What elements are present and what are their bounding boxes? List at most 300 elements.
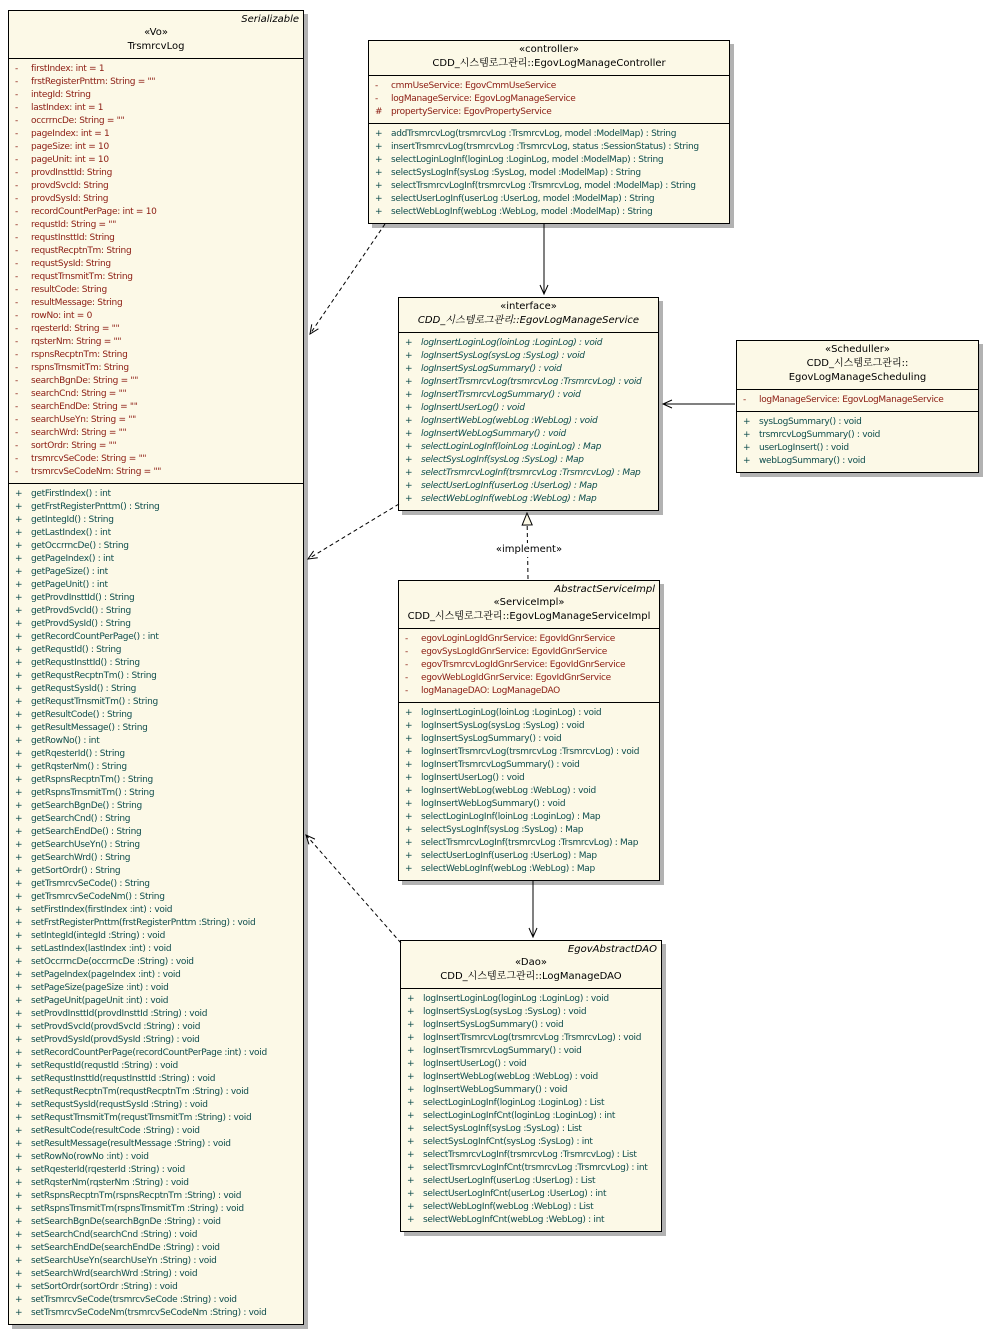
method-row [9,1099,303,1112]
member-text: logInsertTrsmrcvLogSummary() : void [421,760,580,770]
method-row [9,553,303,566]
controller-methods [369,123,729,223]
member-text: selectUserLogInf(userLog :UserLog) : Map [421,481,598,491]
method-row [399,428,658,441]
visibility-symbol: - [15,168,18,178]
class-header [399,298,658,332]
method-row [9,1021,303,1034]
visibility-symbol: + [15,788,23,798]
member-text: provdSysId: String [31,194,109,204]
method-row [9,1281,303,1294]
member-text: selectWebLogInf(webLog :WebLog) : List [423,1202,594,1212]
method-row [9,657,303,670]
member-text: getResultCode() : String [31,710,133,720]
method-row [401,1058,661,1071]
visibility-symbol: + [15,1009,23,1019]
member-text: setSearchCnd(searchCnd :String) : void [31,1230,198,1240]
member-text: getRqsterNm() : String [31,762,127,772]
member-text: setRecordCountPerPage(recordCountPerPage :int) : void [31,1048,267,1058]
method-row [9,1268,303,1281]
visibility-symbol: - [15,363,18,373]
method-row [9,514,303,527]
member-text: selectWebLogInf(webLog :WebLog) : Map [421,864,595,874]
attribute-row [9,297,303,310]
visibility-symbol: + [15,1308,23,1318]
visibility-symbol: + [405,760,413,770]
visibility-symbol: + [15,1035,23,1045]
visibility-symbol: + [15,944,23,954]
member-text: getSortOrdr() : String [31,866,121,876]
visibility-symbol: + [15,879,23,889]
method-row [9,1151,303,1164]
member-text: getRspnsTrnsmitTm() : String [31,788,155,798]
visibility-symbol: + [375,155,383,165]
attribute-row [9,154,303,167]
method-row [9,1086,303,1099]
visibility-symbol: + [405,721,413,731]
member-text: logInsertWebLogSummary() : void [423,1085,568,1095]
member-text: selectLoginLogInfCnt(loginLog :LoginLog) : int [423,1111,616,1121]
attribute-row [9,193,303,206]
method-row [9,566,303,579]
member-text: selectWebLogInf(webLog :WebLog) : Map [421,494,597,504]
trsmrcvlog-attributes [9,58,303,483]
member-text: logInsertLoginLog(loinLog :LoginLog) : void [421,708,602,718]
visibility-symbol: + [15,827,23,837]
member-text: setFirstIndex(firstIndex :int) : void [31,905,173,915]
dao-methods [401,988,661,1231]
member-text: egovSysLogIdGnrService: EgovIdGnrService [421,647,608,657]
member-text: pageUnit: int = 10 [31,155,109,165]
member-text: searchEndDe: String = "" [31,402,138,412]
method-row [9,982,303,995]
member-text: getOccrrncDe() : String [31,541,129,551]
member-text: sysLogSummary() : void [759,417,862,427]
method-row [9,488,303,501]
serviceimpl-attributes [399,628,659,702]
class-egovlogmanageservice-interface[interactable] [398,297,659,511]
method-row [9,1008,303,1021]
member-text: getRqesterId() : String [31,749,125,759]
method-row [9,1177,303,1190]
visibility-symbol: - [15,454,18,464]
member-text: logInsertWebLog(webLog :WebLog) : void [423,1072,598,1082]
method-row [737,455,978,468]
visibility-symbol: + [405,455,413,465]
method-row [9,696,303,709]
visibility-symbol: + [375,129,383,139]
class-header [737,341,978,389]
class-stereotype: «controller» [519,44,579,55]
visibility-symbol: + [15,1204,23,1214]
visibility-symbol: + [405,468,413,478]
attribute-row [369,80,729,93]
visibility-symbol: + [15,1295,23,1305]
method-row [9,917,303,930]
scheduler-methods [737,411,978,472]
member-text: logInsertSysLog(sysLog :SysLog) : void [421,721,585,731]
method-row [9,709,303,722]
member-text: selectWebLogInf(webLog :WebLog, model :ModelMap) : String [391,207,653,217]
visibility-symbol: + [15,632,23,642]
visibility-symbol: + [407,1202,415,1212]
method-row [399,337,658,350]
member-text: getSearchBgnDe() : String [31,801,142,811]
visibility-symbol: + [15,1061,23,1071]
member-text: getPageUnit() : int [31,580,108,590]
member-text: selectTrsmrcvLogInf(trsmrcvLog :TrsmrcvLog) : Map [421,468,641,478]
method-row [399,402,658,415]
visibility-symbol: + [15,892,23,902]
member-text: logInsertWebLog(webLog :WebLog) : void [421,786,596,796]
member-text: requstSysId: String [31,259,111,269]
visibility-symbol: + [15,1243,23,1253]
attribute-row [9,141,303,154]
method-row [9,969,303,982]
serviceimpl-methods [399,702,659,880]
member-text: requstInsttId: String [31,233,115,243]
method-row [9,1255,303,1268]
method-row [9,930,303,943]
attribute-row [9,427,303,440]
member-text: setRequstTrnsmitTm(requstTrnsmitTm :String) : void [31,1113,252,1123]
attribute-row [9,284,303,297]
member-text: selectLoginLogInf(loginLog :LoginLog, model :ModelMap) : String [391,155,664,165]
attribute-row [9,180,303,193]
visibility-symbol: + [405,442,413,452]
member-text: setProvdInsttId(provdInsttId :String) : void [31,1009,208,1019]
method-row [9,943,303,956]
visibility-symbol: + [15,1282,23,1292]
member-text: selectUserLogInf(userLog :UserLog) : Map [421,851,597,861]
method-row [401,1110,661,1123]
member-text: selectUserLogInf(userLog :UserLog, model :ModelMap) : String [391,194,655,204]
visibility-symbol: + [15,1217,23,1227]
visibility-symbol: + [407,1189,415,1199]
visibility-symbol: - [15,415,18,425]
visibility-symbol: + [15,905,23,915]
member-text: trsmrcvSeCodeNm: String = "" [31,467,162,477]
method-row [9,852,303,865]
visibility-symbol: + [407,1046,415,1056]
visibility-symbol: + [405,390,413,400]
visibility-symbol: - [15,194,18,204]
visibility-symbol: + [743,430,751,440]
member-text: getRequstRecptnTm() : String [31,671,157,681]
member-text: getProvdInsttId() : String [31,593,135,603]
visibility-symbol: + [15,1256,23,1266]
visibility-symbol: + [405,799,413,809]
visibility-symbol: - [405,634,408,644]
attribute-row [9,310,303,323]
visibility-symbol: + [15,671,23,681]
attribute-row [369,93,729,106]
method-row [369,180,729,193]
member-text: setRequstSysId(requstSysId :String) : void [31,1100,208,1110]
member-text: rqesterId: String = "" [31,324,120,334]
dependency-dao-to-trsmrcvlog-arrow [306,835,401,943]
visibility-symbol: + [15,658,23,668]
class-egovlogmanagescheduling[interactable] [736,340,979,473]
trsmrcvlog-methods [9,483,303,1324]
method-row [9,1229,303,1242]
visibility-symbol: + [407,1215,415,1225]
method-row [401,1032,661,1045]
member-text: getRequstSysId() : String [31,684,137,694]
attribute-row [9,271,303,284]
visibility-symbol: + [15,697,23,707]
method-row [369,141,729,154]
method-row [401,1162,661,1175]
method-row [399,454,658,467]
member-text: getRspnsRecptnTm() : String [31,775,153,785]
method-row [399,746,659,759]
visibility-symbol: - [15,103,18,113]
visibility-symbol: + [15,593,23,603]
method-row [9,1073,303,1086]
visibility-symbol: + [405,403,413,413]
visibility-symbol: + [15,736,23,746]
class-header [9,11,303,58]
method-row [399,376,658,389]
attribute-row [9,232,303,245]
attribute-row [9,323,303,336]
member-text: logInsertSysLog(sysLog :SysLog) : void [421,351,585,361]
member-text: selectWebLogInfCnt(webLog :WebLog) : int [423,1215,605,1225]
member-text: logInsertUserLog() : void [423,1059,527,1069]
member-text: selectTrsmrcvLogInf(trsmrcvLog :TrsmrcvLog, model :ModelMap) : String [391,181,696,191]
member-text: firstIndex: int = 1 [31,64,105,74]
method-row [9,1294,303,1307]
class-tag: Serializable [241,14,299,25]
member-text: logInsertLoginLog(loginLog :LoginLog) : void [423,994,609,1004]
method-row [399,389,658,402]
member-text: egovLoginLogIdGnrService: EgovIdGnrService [421,634,615,644]
visibility-symbol: + [375,142,383,152]
method-row [399,441,658,454]
class-trsmrcvlog[interactable] [8,10,304,1325]
member-text: selectLoginLogInf(loinLog :LoginLog) : Map [421,442,602,452]
member-text: setSearchWrd(searchWrd :String) : void [31,1269,198,1279]
method-row [399,837,659,850]
visibility-symbol: + [15,1230,23,1240]
member-text: occrrncDe: String = "" [31,116,125,126]
class-tag: AbstractServiceImpl [554,584,655,595]
method-row [399,811,659,824]
member-text: setResultMessage(resultMessage :String) : void [31,1139,231,1149]
method-row [9,1242,303,1255]
method-row [399,707,659,720]
visibility-symbol: + [405,825,413,835]
visibility-symbol: + [15,606,23,616]
attribute-row [9,167,303,180]
visibility-symbol: - [15,272,18,282]
member-text: insertTrsmrcvLog(trsmrcvLog :TrsmrcvLog, status :SessionStatus) : String [391,142,699,152]
method-row [9,891,303,904]
member-text: requstRecptnTm: String [31,246,132,256]
member-text: getRequstTrnsmitTm() : String [31,697,158,707]
attribute-row [9,219,303,232]
visibility-symbol: + [375,207,383,217]
visibility-symbol: + [15,996,23,1006]
visibility-symbol: - [15,142,18,152]
visibility-symbol: + [375,194,383,204]
member-text: setRspnsRecptnTm(rspnsRecptnTm :String) : void [31,1191,242,1201]
method-row [9,540,303,553]
member-text: rowNo: int = 0 [31,311,93,321]
member-text: setRqesterId(rqesterId :String) : void [31,1165,185,1175]
member-text: setIntegId(integId :String) : void [31,931,165,941]
member-text: logInsertSysLog(sysLog :SysLog) : void [423,1007,587,1017]
member-text: getRequstId() : String [31,645,122,655]
method-row [401,1045,661,1058]
visibility-symbol: - [15,155,18,165]
attribute-row [399,646,659,659]
member-text: egovWebLogIdGnrService: EgovIdGnrService [421,673,611,683]
member-text: getFirstIndex() : int [31,489,111,499]
attribute-row [9,401,303,414]
visibility-symbol: - [375,81,378,91]
member-text: getRowNo() : int [31,736,100,746]
visibility-symbol: + [15,723,23,733]
member-text: getResultMessage() : String [31,723,148,733]
member-text: requstTrnsmitTm: String [31,272,133,282]
method-row [399,785,659,798]
visibility-symbol: - [15,64,18,74]
visibility-symbol: - [15,129,18,139]
member-text: setRowNo(rowNo :int) : void [31,1152,149,1162]
attribute-row [9,115,303,128]
member-text: logInsertLoginLog(loinLog :LoginLog) : void [421,338,603,348]
visibility-symbol: - [15,285,18,295]
visibility-symbol: + [405,377,413,387]
visibility-symbol: + [15,554,23,564]
visibility-symbol: - [405,660,408,670]
method-row [399,759,659,772]
method-row [401,1071,661,1084]
method-row [9,865,303,878]
method-row [9,1307,303,1320]
member-text: pageSize: int = 10 [31,142,109,152]
scheduler-attributes [737,389,978,411]
visibility-symbol: + [407,1020,415,1030]
class-egovlogmanagecontroller[interactable] [368,40,730,224]
class-name-line1: CDD_시스템로그관리:: [806,358,909,369]
member-text: integId: String [31,90,91,100]
visibility-symbol: + [15,970,23,980]
visibility-symbol: - [15,428,18,438]
member-text: selectLoginLogInf(loinLog :LoginLog) : Map [421,812,601,822]
visibility-symbol: + [405,734,413,744]
method-row [399,415,658,428]
visibility-symbol: - [15,298,18,308]
visibility-symbol: + [15,957,23,967]
member-text: frstRegisterPnttm: String = "" [31,77,156,87]
visibility-symbol: + [15,1152,23,1162]
visibility-symbol: + [15,684,23,694]
attribute-row [9,63,303,76]
method-row [401,993,661,1006]
member-text: logInsertTrsmrcvLog(trsmrcvLog :TrsmrcvLog) : void [423,1033,642,1043]
class-egovlogmanageserviceimpl[interactable] [398,580,660,881]
member-text: logManageService: EgovLogManageService [759,395,944,405]
member-text: setSortOrdr(sortOrdr :String) : void [31,1282,178,1292]
member-text: searchBgnDe: String = "" [31,376,139,386]
method-row [399,363,658,376]
method-row [369,167,729,180]
method-row [9,527,303,540]
attribute-row [9,349,303,362]
member-text: rspnsRecptnTm: String [31,350,128,360]
member-text: searchWrd: String = "" [31,428,127,438]
attribute-row [9,128,303,141]
member-text: sortOrdr: String = "" [31,441,117,451]
visibility-symbol: + [15,814,23,824]
attribute-row [9,466,303,479]
visibility-symbol: + [15,1074,23,1084]
method-row [9,670,303,683]
visibility-symbol: + [15,619,23,629]
visibility-symbol: - [15,116,18,126]
visibility-symbol: + [407,1007,415,1017]
member-text: setRequstRecptnTm(requstRecptnTm :String) : void [31,1087,249,1097]
visibility-symbol: - [405,673,408,683]
method-row [399,863,659,876]
method-row [401,1019,661,1032]
visibility-symbol: # [375,107,383,117]
method-row [399,824,659,837]
member-text: getPageIndex() : int [31,554,114,564]
visibility-symbol: - [15,181,18,191]
visibility-symbol: + [407,1176,415,1186]
member-text: selectLoginLogInf(loginLog :LoginLog) : List [423,1098,605,1108]
method-row [399,850,659,863]
member-text: recordCountPerPage: int = 10 [31,207,157,217]
visibility-symbol: - [15,441,18,451]
class-name-line2: EgovLogManageScheduling [788,372,927,383]
member-text: getRecordCountPerPage() : int [31,632,159,642]
member-text: getIntegId() : String [31,515,114,525]
member-text: selectSysLogInf(sysLog :SysLog, model :ModelMap) : String [391,168,641,178]
visibility-symbol: + [743,443,751,453]
member-text: getSearchUseYn() : String [31,840,140,850]
method-row [9,956,303,969]
method-row [9,618,303,631]
member-text: lastIndex: int = 1 [31,103,104,113]
class-tag: EgovAbstractDAO [567,944,657,955]
attribute-row [399,685,659,698]
member-text: setTrsmrcvSeCodeNm(trsmrcvSeCodeNm :String) : void [31,1308,267,1318]
visibility-symbol: + [407,1033,415,1043]
member-text: logInsertTrsmrcvLog(trsmrcvLog :TrsmrcvLog) : void [421,747,640,757]
class-logmanagedao[interactable] [400,940,662,1232]
method-row [9,813,303,826]
class-header [401,941,661,988]
attribute-row [737,394,978,407]
attribute-row [9,258,303,271]
visibility-symbol: + [407,1098,415,1108]
member-text: pageIndex: int = 1 [31,129,110,139]
method-row [9,1125,303,1138]
visibility-symbol: - [405,647,408,657]
method-row [9,1034,303,1047]
attribute-row [9,388,303,401]
class-name: CDD_시스템로그관리::LogManageDAO [440,971,622,982]
method-row [9,839,303,852]
method-row [401,1201,661,1214]
member-text: logInsertSysLogSummary() : void [421,364,562,374]
attribute-row [399,659,659,672]
